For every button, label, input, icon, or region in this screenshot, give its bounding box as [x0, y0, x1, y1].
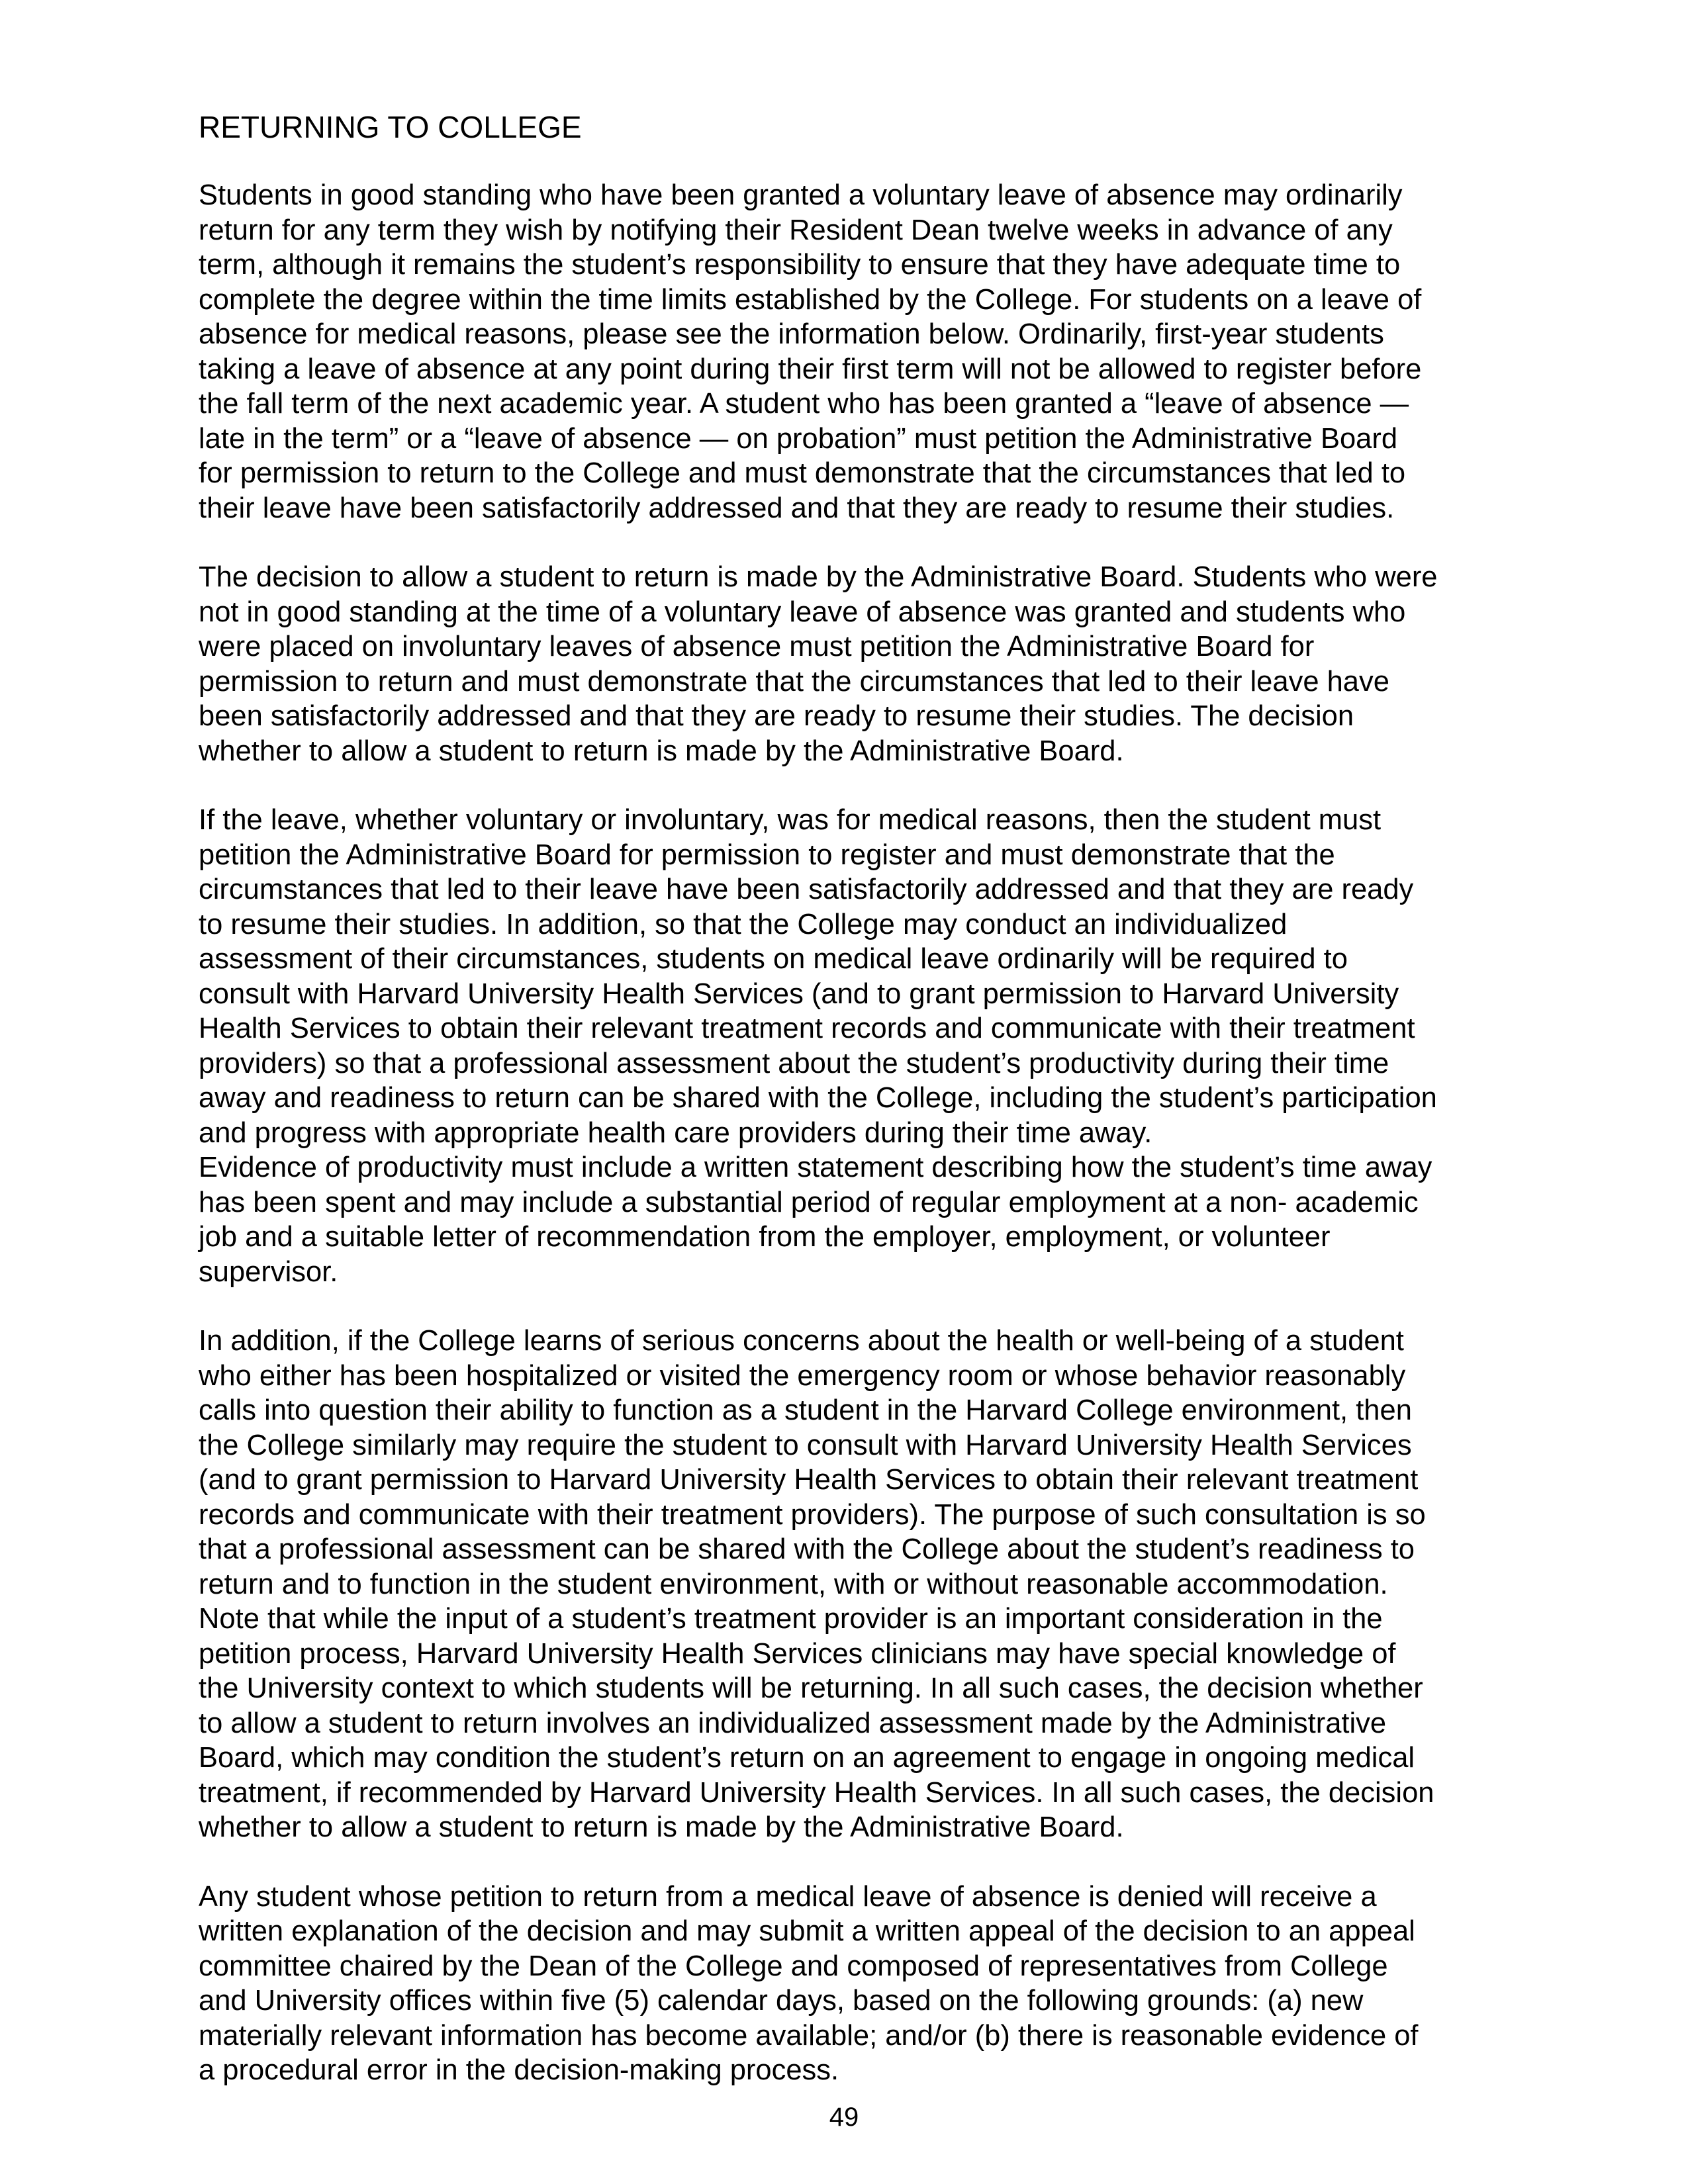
text-line: consult with Harvard University Health Services (and to grant permission to Harvard University — [199, 978, 1399, 1010]
text-line: Board, which may condition the student’s return on an agreement to engage in ongoing medical — [199, 1742, 1415, 1774]
text-line: Any student whose petition to return from a medical leave of absence is denied will receive a — [199, 1880, 1377, 1913]
text-line: their leave have been satisfactorily addressed and that they are ready to resume their studies. — [199, 492, 1395, 524]
text-line: The decision to allow a student to return is made by the Administrative Board. Students who were — [199, 561, 1438, 593]
text-line: been satisfactorily addressed and that they are ready to resume their studies. The decision — [199, 700, 1354, 732]
text-line: that a professional assessment can be shared with the College about the student’s readiness to — [199, 1533, 1415, 1565]
text-line: If the leave, whether voluntary or involuntary, was for medical reasons, then the student must — [199, 804, 1382, 836]
text-line: term, although it remains the student’s responsibility to ensure that they have adequate time to — [199, 249, 1401, 281]
paragraph-health-concerns — [199, 1324, 1509, 1845]
text-line: Note that while the input of a student’s treatment provider is an important consideration in the — [199, 1603, 1383, 1635]
section-title: RETURNING TO COLLEGE — [199, 110, 582, 144]
text-line: job and a suitable letter of recommendation from the employer, employment, or volunteer — [199, 1221, 1331, 1253]
document-page — [199, 109, 1509, 2122]
text-line: supervisor. — [199, 1255, 338, 1288]
text-line: and progress with appropriate health care providers during their time away. — [199, 1116, 1152, 1149]
text-line: Health Services to obtain their relevant treatment records and communicate with their treatment — [199, 1013, 1415, 1044]
text-line: treatment, if recommended by Harvard University Health Services. In all such cases, the decision — [199, 1776, 1434, 1809]
text-line: the College similarly may require the student to consult with Harvard University Health Services — [199, 1429, 1412, 1461]
text-line: absence for medical reasons, please see the information below. Ordinarily, first-year students — [199, 318, 1384, 350]
text-line: Students in good standing who have been granted a voluntary leave of absence may ordinarily — [199, 179, 1403, 211]
text-line: assessment of their circumstances, students on medical leave ordinarily will be required to — [199, 943, 1348, 975]
text-line: (and to grant permission to Harvard University Health Services to obtain their relevant treatment — [199, 1464, 1419, 1496]
paragraph-appeal — [199, 1880, 1509, 2088]
text-line: Evidence of productivity must include a written statement describing how the student’s time away — [199, 1152, 1432, 1183]
text-line: has been spent and may include a substantial period of regular employment at a non- academic — [199, 1186, 1419, 1218]
paragraph-medical-leave — [199, 803, 1509, 1289]
paragraph-administrative-board — [199, 560, 1509, 768]
text-line: petition the Administrative Board for permission to register and must demonstrate that the — [199, 839, 1335, 871]
text-line: not in good standing at the time of a voluntary leave of absence was granted and students who — [199, 596, 1406, 628]
text-line: to resume their studies. In addition, so that the College may conduct an individualized — [199, 908, 1288, 940]
text-line: calls into question their ability to function as a student in the Harvard College environment, then — [199, 1394, 1412, 1426]
paragraph-returning-policy — [199, 178, 1509, 525]
text-line: materially relevant information has become available; and/or (b) there is reasonable evidence of — [199, 2019, 1419, 2052]
text-line: return and to function in the student environment, with or without reasonable accommodation. — [199, 1568, 1388, 1600]
text-line: committee chaired by the Dean of the College and composed of representatives from College — [199, 1950, 1388, 1982]
text-line: petition process, Harvard University Health Services clinicians may have special knowledge of — [199, 1637, 1396, 1670]
text-line: permission to return and must demonstrate that the circumstances that led to their leave have — [199, 665, 1389, 698]
text-line: away and readiness to return can be shared with the College, including the student’s participation — [199, 1082, 1437, 1114]
text-line: for permission to return to the College and must demonstrate that the circumstances that led to — [199, 457, 1406, 489]
text-line: late in the term” or a “leave of absence — on probation” must petition the Administrative Board — [199, 422, 1398, 455]
text-line: providers) so that a professional assessment about the student’s productivity during their time — [199, 1047, 1389, 1079]
text-line: records and communicate with their treatment providers). The purpose of such consultation is so — [199, 1498, 1426, 1531]
text-line: the fall term of the next academic year. A student who has been granted a “leave of absence — — [199, 388, 1409, 420]
text-line: circumstances that led to their leave have been satisfactorily addressed and that they are ready — [199, 874, 1414, 905]
text-line: whether to allow a student to return is made by the Administrative Board. — [199, 1811, 1124, 1843]
text-line: return for any term they wish by notifying their Resident Dean twelve weeks in advance of any — [199, 214, 1393, 246]
text-line: In addition, if the College learns of serious concerns about the health or well-being of a student — [199, 1325, 1404, 1357]
text-line: were placed on involuntary leaves of absence must petition the Administrative Board for — [199, 631, 1315, 662]
text-line: complete the degree within the time limits established by the College. For students on a leave of — [199, 283, 1422, 316]
text-line: whether to allow a student to return is made by the Administrative Board. — [199, 735, 1124, 767]
text-line: a procedural error in the decision-making process. — [199, 2054, 839, 2086]
text-line: the University context to which students will be returning. In all such cases, the decision whether — [199, 1672, 1423, 1704]
text-line: written explanation of the decision and may submit a written appeal of the decision to an appeal — [199, 1915, 1415, 1947]
text-line: to allow a student to return involves an individualized assessment made by the Administrative — [199, 1707, 1387, 1739]
page-number: 49 — [829, 2103, 859, 2132]
text-line: who either has been hospitalized or visited the emergency room or whose behavior reasonably — [199, 1359, 1406, 1392]
text-line: and University offices within five (5) calendar days, based on the following grounds: (a) new — [199, 1985, 1364, 2017]
text-line: taking a leave of absence at any point during their first term will not be allowed to register before — [199, 353, 1422, 385]
